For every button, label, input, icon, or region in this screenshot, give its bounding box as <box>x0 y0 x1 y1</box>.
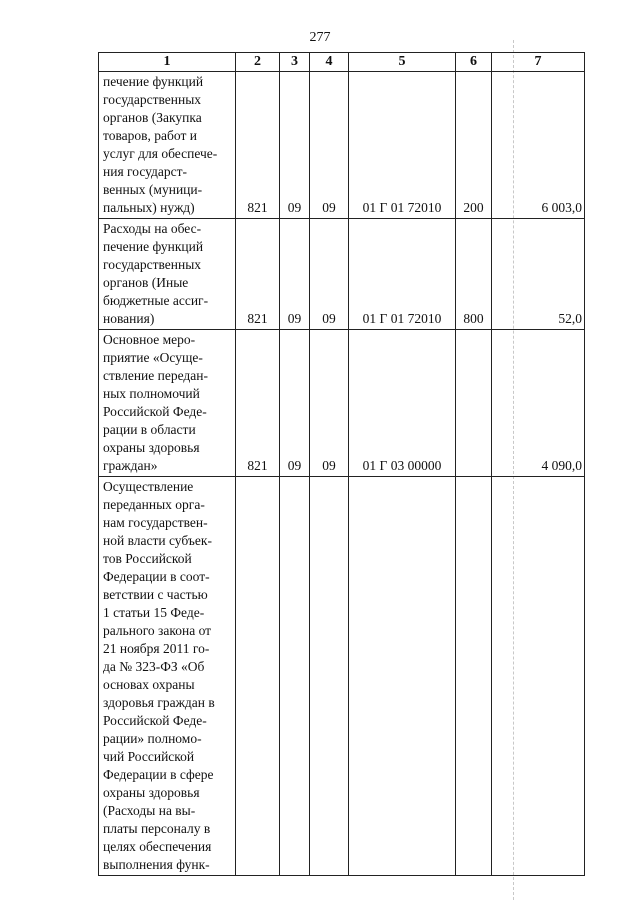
row-ministry-code: 821 <box>236 330 280 477</box>
row-description: Расходы на обес- печение функций государственных органов (Иные бюджетные ассиг- нования) <box>99 219 236 330</box>
row-subsection-code: 09 <box>310 330 349 477</box>
row-amount: 52,0 <box>492 219 585 330</box>
row-ministry-code <box>236 477 280 876</box>
row-description: Осуществление переданных орга- нам государствен- ной власти субъек- тов Российской Федерации в соот- ветствии с частью 1 статьи 15 Феде- рального закона от 21 ноября 2011 го- да № 323-ФЗ «Об основах охраны здоровья граждан в Российской Феде- рации» полномо- чий Российской Федерации в сфере охраны здоровья (Расходы на вы- платы персоналу в целях обеспечения выполнения функ- <box>99 477 236 876</box>
page-number: 277 <box>309 30 331 45</box>
row-expense-type <box>456 477 492 876</box>
column-header-3: 3 <box>280 53 310 72</box>
column-header-6: 6 <box>456 53 492 72</box>
row-ministry-code: 821 <box>236 219 280 330</box>
column-header-4: 4 <box>310 53 349 72</box>
row-ministry-code: 821 <box>236 72 280 219</box>
row-expense-type: 200 <box>456 72 492 219</box>
table-row <box>99 477 585 876</box>
row-target-article: 01 Г 03 00000 <box>349 330 456 477</box>
header-row <box>99 53 585 72</box>
row-section-code: 09 <box>280 72 310 219</box>
column-header-7: 7 <box>492 53 585 72</box>
column-header-5: 5 <box>349 53 456 72</box>
row-subsection-code: 09 <box>310 72 349 219</box>
column-header-2: 2 <box>236 53 280 72</box>
row-expense-type: 800 <box>456 219 492 330</box>
row-expense-type <box>456 330 492 477</box>
row-target-article: 01 Г 01 72010 <box>349 72 456 219</box>
row-section-code: 09 <box>280 330 310 477</box>
row-target-article <box>349 477 456 876</box>
row-target-article: 01 Г 01 72010 <box>349 219 456 330</box>
table-row <box>99 72 585 219</box>
table-row <box>99 219 585 330</box>
row-section-code <box>280 477 310 876</box>
row-section-code: 09 <box>280 219 310 330</box>
row-subsection-code: 09 <box>310 219 349 330</box>
row-amount: 4 090,0 <box>492 330 585 477</box>
row-description: Основное меро- приятие «Осуще- ствление передан- ных полномочий Российской Феде- рации в области охраны здоровья граждан» <box>99 330 236 477</box>
row-description: печение функций государственных органов (Закупка товаров, работ и услуг для обеспече- ния государст- венных (муници- пальных) нужд) <box>99 72 236 219</box>
table-row <box>99 330 585 477</box>
row-amount <box>492 477 585 876</box>
column-header-1: 1 <box>99 53 236 72</box>
row-amount: 6 003,0 <box>492 72 585 219</box>
budget-table <box>98 52 585 876</box>
row-subsection-code <box>310 477 349 876</box>
